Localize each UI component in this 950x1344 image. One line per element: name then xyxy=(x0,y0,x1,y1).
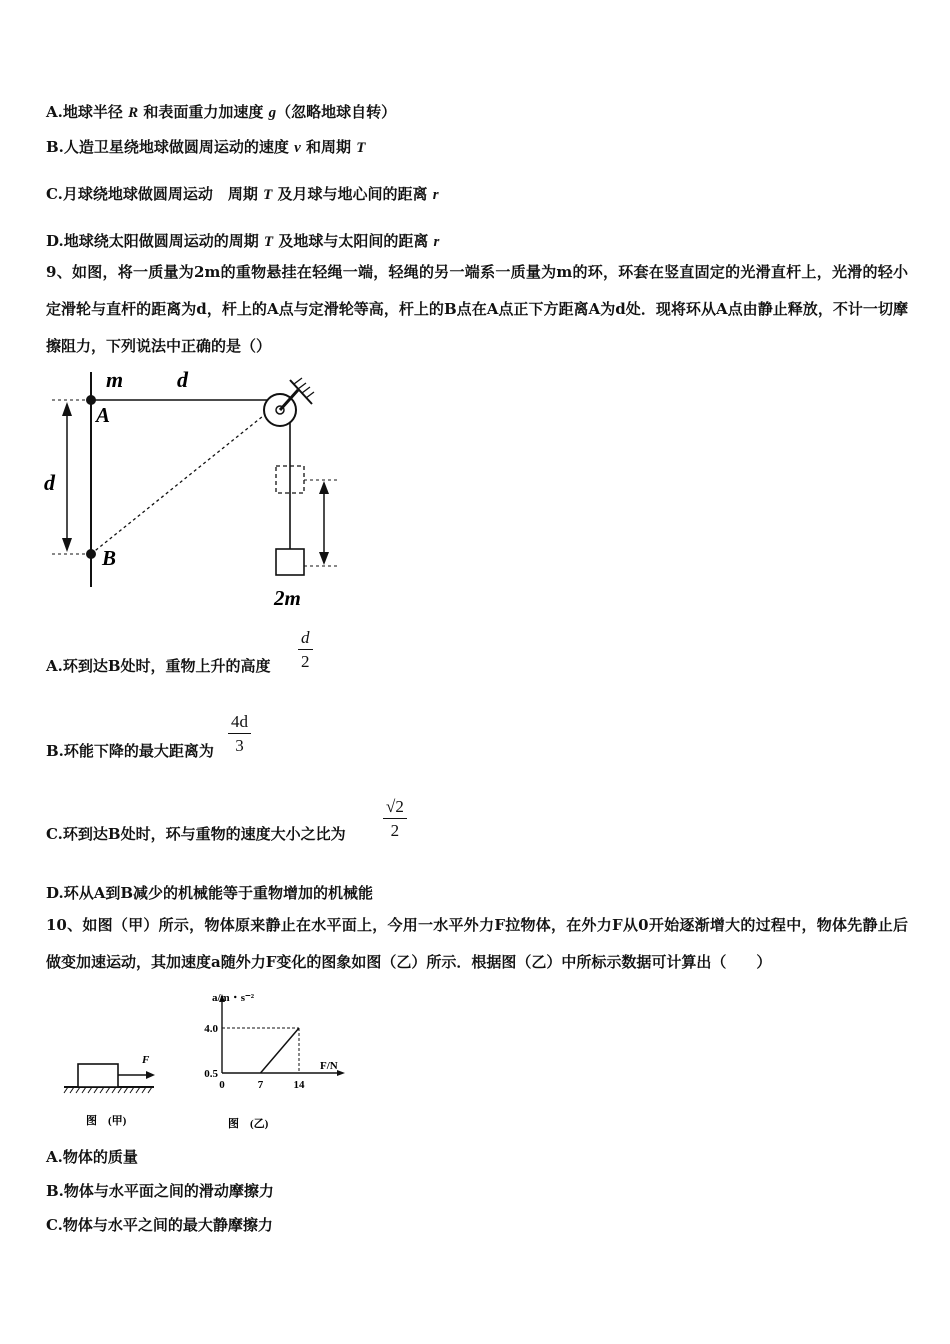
q9-option-c: C.环到达B处时，环与重物的速度大小之比为 xyxy=(46,825,346,843)
point-a xyxy=(86,395,96,405)
label-d-side: d xyxy=(44,470,55,495)
q10-option-a: A.物体的质量 xyxy=(46,1148,138,1166)
q8-option-d: D.地球绕太阳做圆周运动的周期 T 及地球与太阳间的距离 r xyxy=(46,232,440,250)
q9-option-b: B.环能下降的最大距离为 xyxy=(46,742,214,760)
x-axis-arrow xyxy=(337,1070,345,1076)
fraction-sqrt2-over-2: $\frac{√2}{2}$ xyxy=(383,797,407,842)
q8-option-c: C.月球绕地球做圆周运动 周期 T 及月球与地心间的距离 r xyxy=(46,185,439,203)
x-tick-14: 14 xyxy=(293,1079,305,1091)
block xyxy=(78,1064,118,1087)
q10-figure-yi-chart xyxy=(190,985,360,1135)
label-2m: 2m xyxy=(274,586,301,610)
y-axis-label: a/m・s⁻² xyxy=(212,992,255,1004)
q10-option-b: B.物体与水平面之间的滑动摩擦力 xyxy=(46,1182,274,1200)
point-b xyxy=(86,549,96,559)
fraction-d-over-2: $\frac{d}{2}$ xyxy=(298,628,313,673)
label-d-top: d xyxy=(177,367,188,392)
q8-option-b: B.人造卫星绕地球做圆周运动的速度 v 和周期 T xyxy=(46,138,366,156)
fraction-4d-over-3: $\frac{4d}{3}$ xyxy=(228,712,251,757)
label-a: A xyxy=(96,403,111,427)
mass-2m xyxy=(276,549,304,575)
q10-figure-jia xyxy=(60,1050,170,1130)
rope-dashed xyxy=(91,404,278,554)
force-label: F xyxy=(142,1054,150,1066)
y-tick-4: 4.0 xyxy=(204,1023,218,1035)
series-line xyxy=(261,1028,300,1073)
q10-stem: 10、如图（甲）所示，物体原来静止在水平面上，今用一水平外力F拉物体，在外力F从0开始逐渐增大的过程中，物体先静止后做变加速运动，其加速度a随外力F变化的图象如图（乙）所示．根据图（乙）中所标示数据可计算出（ ） xyxy=(46,916,908,971)
caption-jia: 图 (甲) xyxy=(86,1115,127,1127)
x-tick-7: 7 xyxy=(257,1079,264,1091)
caption-yi: 图 (乙) xyxy=(228,1118,269,1130)
q8-option-a: A.地球半径 R 和表面重力加速度 g（忽略地球自转） xyxy=(46,103,397,121)
x-tick-0: 0 xyxy=(219,1079,225,1091)
y-tick-0-5: 0.5 xyxy=(204,1068,218,1080)
x-axis-label: F/N xyxy=(320,1060,338,1072)
q9-option-d: D.环从A到B减少的机械能等于重物增加的机械能 xyxy=(46,884,374,902)
q9-option-a: A.环到达B处时，重物上升的高度 xyxy=(46,657,271,675)
label-b: B xyxy=(102,546,117,570)
q9-stem: 9、如图，将一质量为2m的重物悬挂在轻绳一端，轻绳的另一端系一质量为m的环，环套在竖直固定的光滑直杆上，光滑的轻小定滑轮与直杆的距离为d，杆上的A点与定滑轮等高，杆上的B点在A点正下方距离A为d处．现将环从A点由静止释放，不计一切摩擦阻力，下列说法中正确的是（） xyxy=(46,263,908,355)
q9-pulley-figure xyxy=(40,362,350,617)
label-m: m xyxy=(106,367,124,392)
q10-option-c: C.物体与水平之间的最大静摩擦力 xyxy=(46,1216,273,1234)
